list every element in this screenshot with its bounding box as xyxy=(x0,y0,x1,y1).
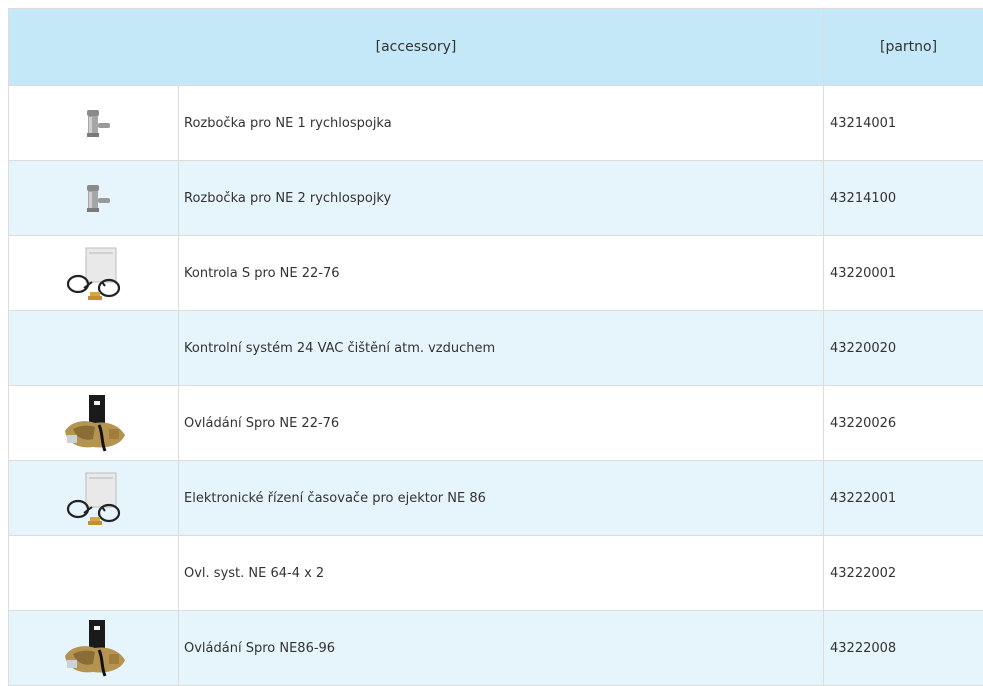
accessory-table xyxy=(8,8,983,686)
table-row xyxy=(9,86,983,161)
splitter-valve-icon[interactable] xyxy=(74,108,114,138)
row-image-cell xyxy=(9,161,179,236)
row-image-cell xyxy=(9,536,179,611)
control-box-cable-icon[interactable] xyxy=(62,469,126,527)
row-name[interactable]: Ovládání Spro NE86-96 xyxy=(179,611,824,686)
row-partno[interactable]: 43214001 xyxy=(824,86,983,161)
row-partno[interactable]: 43222008 xyxy=(824,611,983,686)
table-row xyxy=(9,236,983,311)
row-image-cell xyxy=(9,386,179,461)
row-partno[interactable]: 43222001 xyxy=(824,461,983,536)
accessory-parts-table xyxy=(8,8,983,686)
row-name[interactable]: Kontrola S pro NE 22-76 xyxy=(179,236,824,311)
row-name[interactable]: Ovládání Spro NE 22-76 xyxy=(179,386,824,461)
row-name[interactable]: Elektronické řízení časovače pro ejektor NE 86 xyxy=(179,461,824,536)
table-row xyxy=(9,611,983,686)
table-row xyxy=(9,386,983,461)
row-partno[interactable]: 43220020 xyxy=(824,311,983,386)
row-image-cell xyxy=(9,86,179,161)
table-row xyxy=(9,536,983,611)
row-image-cell xyxy=(9,236,179,311)
table-row xyxy=(9,161,983,236)
row-image-cell xyxy=(9,461,179,536)
splitter-valve-icon[interactable] xyxy=(74,183,114,213)
table-header-row xyxy=(9,9,983,86)
row-partno[interactable]: 43220001 xyxy=(824,236,983,311)
table-row xyxy=(9,461,983,536)
row-name[interactable]: Rozbočka pro NE 2 rychlospojky xyxy=(179,161,824,236)
row-name[interactable]: Rozbočka pro NE 1 rychlospojka xyxy=(179,86,824,161)
control-box-cable-icon[interactable] xyxy=(62,244,126,302)
row-partno[interactable]: 43220026 xyxy=(824,386,983,461)
row-image-cell xyxy=(9,611,179,686)
table-row xyxy=(9,311,983,386)
row-name[interactable]: Ovl. syst. NE 64-4 x 2 xyxy=(179,536,824,611)
header-partno[interactable]: [partno] xyxy=(824,9,983,86)
row-partno[interactable]: 43214100 xyxy=(824,161,983,236)
control-unit-valve-icon[interactable] xyxy=(59,393,129,453)
row-partno[interactable]: 43222002 xyxy=(824,536,983,611)
header-accessory[interactable]: [accessory] xyxy=(9,9,824,86)
control-unit-valve-icon[interactable] xyxy=(59,618,129,678)
row-image-cell xyxy=(9,311,179,386)
row-name[interactable]: Kontrolní systém 24 VAC čištění atm. vzduchem xyxy=(179,311,824,386)
